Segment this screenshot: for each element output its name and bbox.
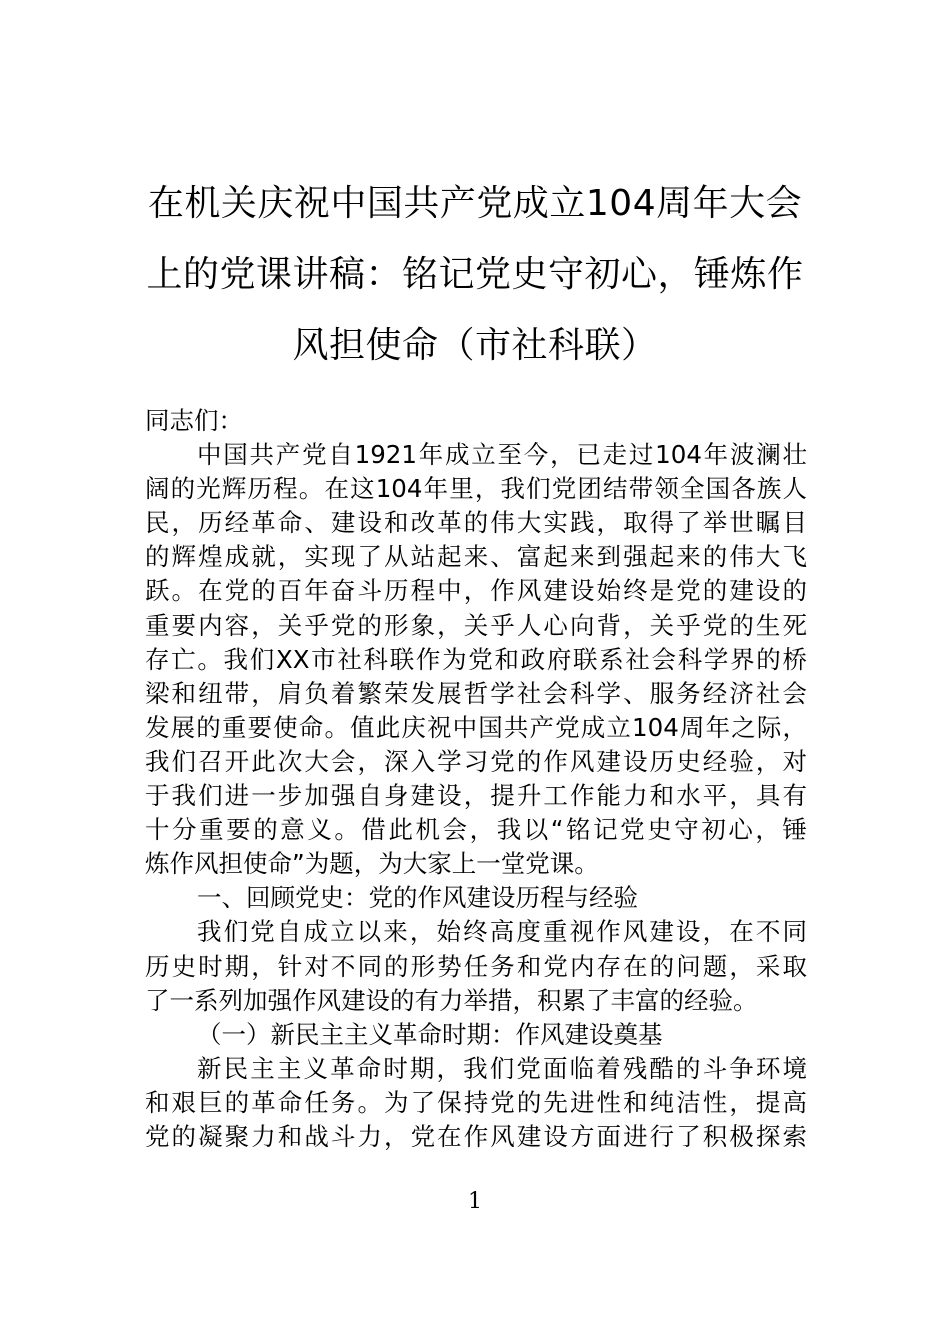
document-body <box>145 404 807 1154</box>
document-title <box>140 168 810 381</box>
paragraph-line: 发展的重要使命。值此庆祝中国共产党成立104周年之际， <box>145 712 807 742</box>
paragraph-intro <box>145 438 807 881</box>
paragraph-line: 新民主主义革命时期，我们党面临着残酷的斗争环境 <box>197 1053 807 1083</box>
salutation: 同志们： <box>145 406 243 435</box>
paragraph-line: 的辉煌成就，实现了从站起来、富起来到强起来的伟大飞 <box>145 542 807 572</box>
section-heading <box>145 881 807 915</box>
paragraph-line: 跃。在党的百年奋斗历程中，作风建设始终是党的建设的 <box>145 576 807 606</box>
subsection-heading <box>145 1018 807 1052</box>
paragraph-line: 我们召开此次大会，深入学习党的作风建设历史经验，对 <box>145 746 807 776</box>
title-line-2: 上的党课讲稿：铭记党史守初心，锤炼作 <box>146 254 804 295</box>
page-number: 1 <box>468 1189 482 1214</box>
paragraph-line: 党的凝聚力和战斗力，党在作风建设方面进行了积极探索 <box>145 1121 807 1151</box>
paragraph-line: 炼作风担使命”为题，为大家上一堂党课。 <box>145 849 599 879</box>
subsection-heading-line: （一）新民主主义革命时期：作风建设奠基 <box>197 1019 663 1049</box>
paragraph-line: 了一系列加强作风建设的有力举措，积累了丰富的经验。 <box>145 985 758 1015</box>
paragraph-line: 中国共产党自1921年成立至今，已走过104年波澜壮 <box>197 440 807 470</box>
title-line-3: 风担使命（市社科联） <box>292 325 658 366</box>
paragraph-line: 于我们进一步加强自身建设，提升工作能力和水平，具有 <box>145 781 807 811</box>
section-heading-line: 一、回顾党史：党的作风建设历程与经验 <box>197 883 638 913</box>
paragraph-section-intro <box>145 915 807 1017</box>
paragraph-line: 和艰巨的革命任务。为了保持党的先进性和纯洁性，提高 <box>145 1087 807 1117</box>
paragraph-line: 民，历经革命、建设和改革的伟大实践，取得了举世瞩目 <box>145 508 807 538</box>
paragraph-line: 我们党自成立以来，始终高度重视作风建设，在不同 <box>197 917 807 947</box>
paragraph-line: 梁和纽带，肩负着繁荣发展哲学社会科学、服务经济社会 <box>145 678 807 708</box>
paragraph-subsection <box>145 1052 807 1154</box>
title-line-1: 在机关庆祝中国共产党成立104周年大会 <box>147 183 803 224</box>
paragraph-line: 存亡。我们XX市社科联作为党和政府联系社会科学界的桥 <box>145 644 807 674</box>
paragraph-line: 历史时期，针对不同的形势任务和党内存在的问题，采取 <box>145 951 807 981</box>
paragraph-line: 十分重要的意义。借此机会，我以“铭记党史守初心，锤 <box>145 815 807 845</box>
paragraph-line: 阔的光辉历程。在这104年里，我们党团结带领全国各族人 <box>145 474 807 504</box>
paragraph-line: 重要内容，关乎党的形象，关乎人心向背，关乎党的生死 <box>145 610 807 640</box>
